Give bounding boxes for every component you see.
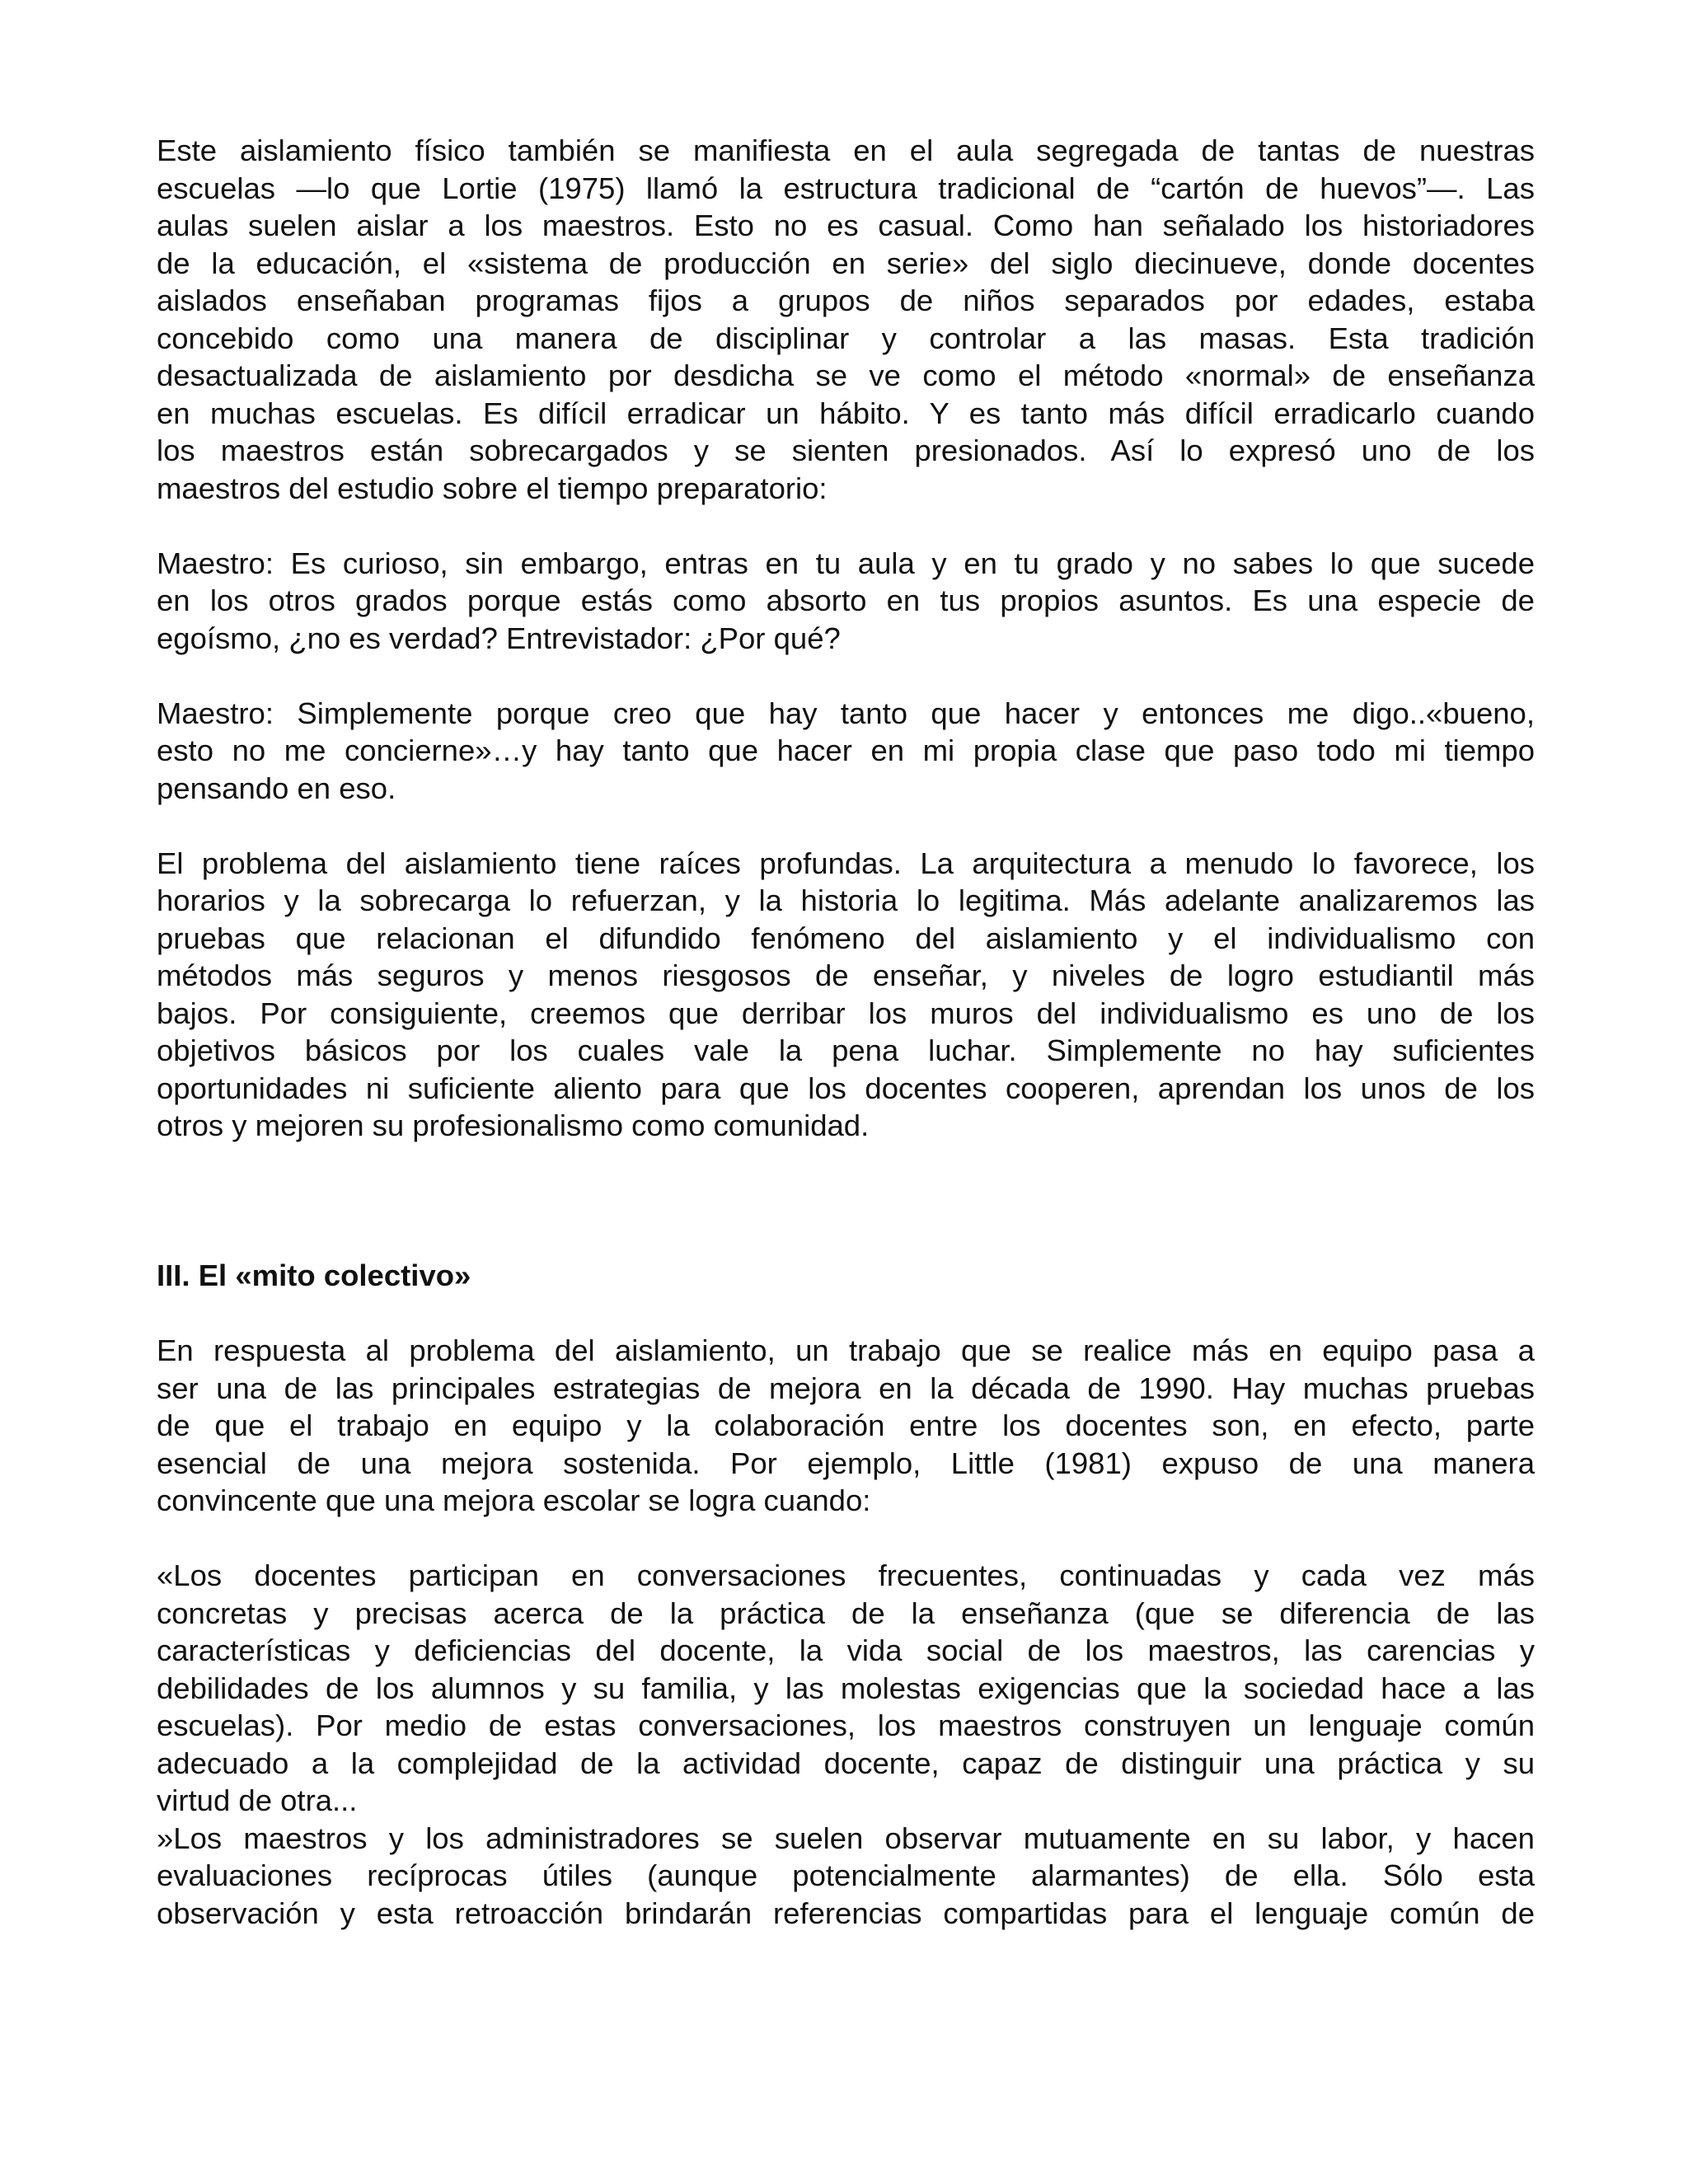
text-line: maestros del estudio sobre el tiempo preparatorio:: [157, 471, 828, 505]
text-line: El problema del aislamiento tiene raíces profundas. La arquitectura a menudo lo favorece, los: [157, 846, 1535, 880]
paragraph-collaboration: [157, 1332, 1535, 1520]
text-line: observación y esta retroacción brindarán referencias compartidas para el lenguaje común de: [157, 1896, 1535, 1930]
text-line: en muchas escuelas. Es difícil erradicar un hábito. Y es tanto más difícil erradicarlo cuando: [157, 396, 1535, 430]
text-line: debilidades de los alumnos y su familia, y las molestas exigencias que la sociedad hace a las: [157, 1671, 1535, 1705]
text-line: esencial de una mejora sostenida. Por ejemplo, Little (1981) expuso de una manera: [157, 1446, 1535, 1480]
text-line: métodos más seguros y menos riesgosos de enseñar, y niveles de logro estudiantil más: [157, 958, 1535, 992]
text-line: escuelas —lo que Lortie (1975) llamó la estructura tradicional de “cartón de huevos”—. Las: [157, 171, 1535, 205]
text-line: «Los docentes participan en conversaciones frecuentes, continuadas y cada vez más: [157, 1558, 1535, 1592]
text-line: adecuado a la complejidad de la actividad docente, capaz de distinguir una práctica y su: [157, 1746, 1535, 1780]
text-line: En respuesta al problema del aislamiento, un trabajo que se realice más en equipo pasa a: [157, 1333, 1535, 1367]
text-line: convincente que una mejora escolar se logra cuando:: [157, 1483, 871, 1517]
text-line: horarios y la sobrecarga lo refuerzan, y la historia lo legitima. Más adelante analizaremos las: [157, 883, 1535, 917]
text-line: »Los maestros y los administradores se suelen observar mutuamente en su labor, y hacen: [157, 1821, 1535, 1855]
quote-paragraph-2: [157, 1820, 1535, 1933]
document-page: [157, 132, 1535, 1932]
quote-paragraph-1: [157, 1557, 1535, 1820]
text-line: evaluaciones recíprocas útiles (aunque potencialmente alarmantes) de ella. Sólo esta: [157, 1858, 1535, 1892]
section-heading: III. El «mito colectivo»: [157, 1258, 471, 1292]
text-line: aislados enseñaban programas fijos a grupos de niños separados por edades, estaba: [157, 284, 1535, 317]
text-line: características y deficiencias del docente, la vida social de los maestros, las carencias y: [157, 1633, 1535, 1667]
text-line: escuelas). Por medio de estas conversaciones, los maestros construyen un lenguaje común: [157, 1708, 1535, 1742]
text-line: ser una de las principales estrategias de mejora en la década de 1990. Hay muchas pruebas: [157, 1371, 1535, 1405]
paragraph-isolation-classroom: [157, 132, 1535, 507]
text-line: Maestro: Simplemente porque creo que hay tanto que hacer y entonces me digo..«bueno,: [157, 696, 1535, 730]
text-line: en los otros grados porque estás como absorto en tus propios asuntos. Es una especie de: [157, 583, 1535, 617]
paragraph-isolation-roots: [157, 845, 1535, 1145]
text-line: aulas suelen aislar a los maestros. Esto no es casual. Como han señalado los historiadores: [157, 209, 1535, 242]
text-line: concebido como una manera de disciplinar y controlar a las masas. Esta tradición: [157, 321, 1535, 355]
text-line: otros y mejoren su profesionalismo como comunidad.: [157, 1108, 870, 1142]
text-line: esto no me concierne»…y hay tanto que hacer en mi propia clase que paso todo mi tiempo: [157, 733, 1535, 767]
text-line: desactualizada de aislamiento por desdicha se ve como el método «normal» de enseñanza: [157, 359, 1535, 392]
text-line: egoísmo, ¿no es verdad? Entrevistador: ¿Por qué?: [157, 621, 841, 655]
text-line: objetivos básicos por los cuales vale la pena luchar. Simplemente no hay suficientes: [157, 1033, 1535, 1067]
text-line: virtud de otra...: [157, 1783, 358, 1817]
text-line: bajos. Por consiguiente, creemos que derribar los muros del individualismo es uno de los: [157, 996, 1535, 1030]
paragraph-interview-1: [157, 545, 1535, 658]
section-gap: [157, 1145, 1535, 1220]
text-line: pruebas que relacionan el difundido fenómeno del aislamiento y el individualismo con: [157, 921, 1535, 955]
text-line: de que el trabajo en equipo y la colaboración entre los docentes son, en efecto, parte: [157, 1408, 1535, 1442]
text-line: Este aislamiento físico también se manifiesta en el aula segregada de tantas de nuestras: [157, 134, 1535, 167]
paragraph-interview-2: [157, 695, 1535, 808]
text-line: concretas y precisas acerca de la práctica de la enseñanza (que se diferencia de las: [157, 1596, 1535, 1630]
text-line: pensando en eso.: [157, 771, 396, 805]
text-line: Maestro: Es curioso, sin embargo, entras en tu aula y en tu grado y no sabes lo que sucede: [157, 546, 1535, 580]
text-line: oportunidades ni suficiente aliento para que los docentes cooperen, aprendan los unos de los: [157, 1071, 1535, 1105]
text-line: de la educación, el «sistema de producción en serie» del siglo diecinueve, donde docentes: [157, 246, 1535, 280]
text-line: los maestros están sobrecargados y se sienten presionados. Así lo expresó uno de los: [157, 434, 1535, 467]
